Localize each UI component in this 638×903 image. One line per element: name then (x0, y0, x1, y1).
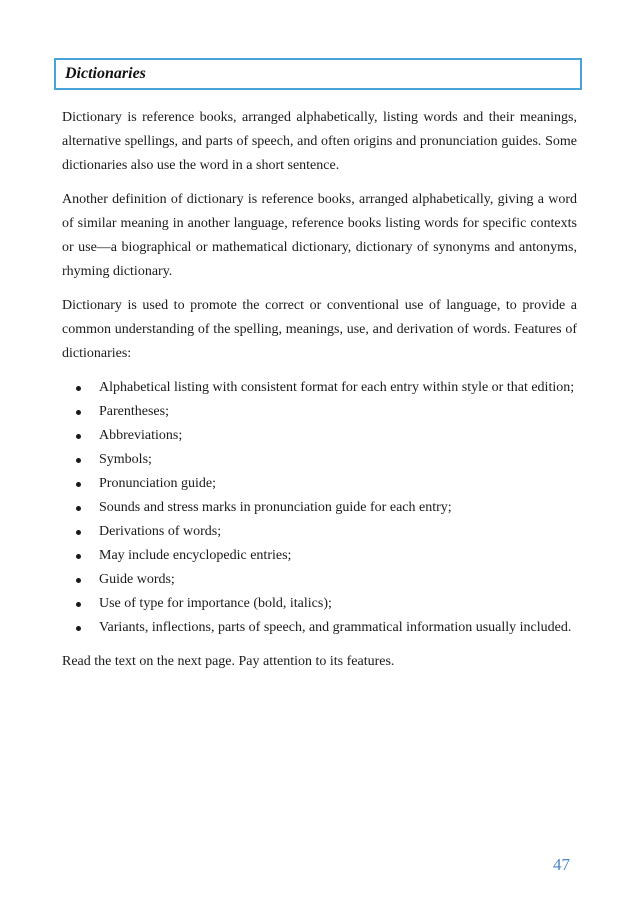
bullet-icon (76, 410, 81, 415)
section-heading: Dictionaries (65, 65, 146, 82)
list-item (62, 376, 577, 400)
section-heading-box (54, 58, 582, 90)
paragraph-another-definition: Another definition of dictionary is reference books, arranged alphabetically, giving a word of similar meaning in another language, reference books listing words for specific contexts or use—a biographical or mathematical dictionary, dictionary of synonyms and antonyms, rhyming dictionary. (62, 192, 577, 279)
list-item (62, 544, 577, 568)
bullet-icon (76, 482, 81, 487)
paragraph-definition: Dictionary is reference books, arranged alphabetically, listing words and their meanings, alternative spellings, and parts of speech, and often origins and pronunciation guides. Some dictionaries also use the word in a short sentence. (62, 110, 577, 173)
list-item (62, 568, 577, 592)
bullet-icon (76, 626, 81, 631)
list-item-text: Abbreviations; (99, 428, 183, 443)
bullet-icon (76, 530, 81, 535)
list-item (62, 448, 577, 472)
body-content (62, 106, 577, 684)
bullet-icon (76, 458, 81, 463)
list-item-text: Sounds and stress marks in pronunciation guide for each entry; (99, 500, 452, 515)
paragraph-closing: Read the text on the next page. Pay attention to its features. (62, 654, 395, 669)
bullet-icon (76, 554, 81, 559)
list-item (62, 400, 577, 424)
bullet-icon (76, 578, 81, 583)
list-item-text: Variants, inflections, parts of speech, and grammatical information usually included. (99, 620, 572, 635)
list-item-text: Symbols; (99, 452, 152, 467)
features-list (62, 376, 577, 640)
bullet-icon (76, 602, 81, 607)
list-item-text: Alphabetical listing with consistent format for each entry within style or that edition; (99, 380, 575, 395)
list-item-text: Pronunciation guide; (99, 476, 217, 491)
list-item (62, 616, 577, 640)
list-item (62, 496, 577, 520)
page-number: 47 (553, 855, 570, 874)
list-item-text: Parentheses; (99, 404, 169, 419)
list-item (62, 424, 577, 448)
list-item-text: Use of type for importance (bold, italics); (99, 596, 332, 611)
bullet-icon (76, 434, 81, 439)
list-item (62, 472, 577, 496)
list-item-text: Derivations of words; (99, 524, 222, 539)
list-item-text: Guide words; (99, 572, 175, 587)
bullet-icon (76, 506, 81, 511)
paragraph-usage: Dictionary is used to promote the correct or conventional use of language, to provide a common understanding of the spelling, meanings, use, and derivation of words. Features of dictionaries: (62, 298, 577, 361)
list-item-text: May include encyclopedic entries; (99, 548, 292, 563)
bullet-icon (76, 386, 81, 391)
list-item (62, 520, 577, 544)
list-item (62, 592, 577, 616)
